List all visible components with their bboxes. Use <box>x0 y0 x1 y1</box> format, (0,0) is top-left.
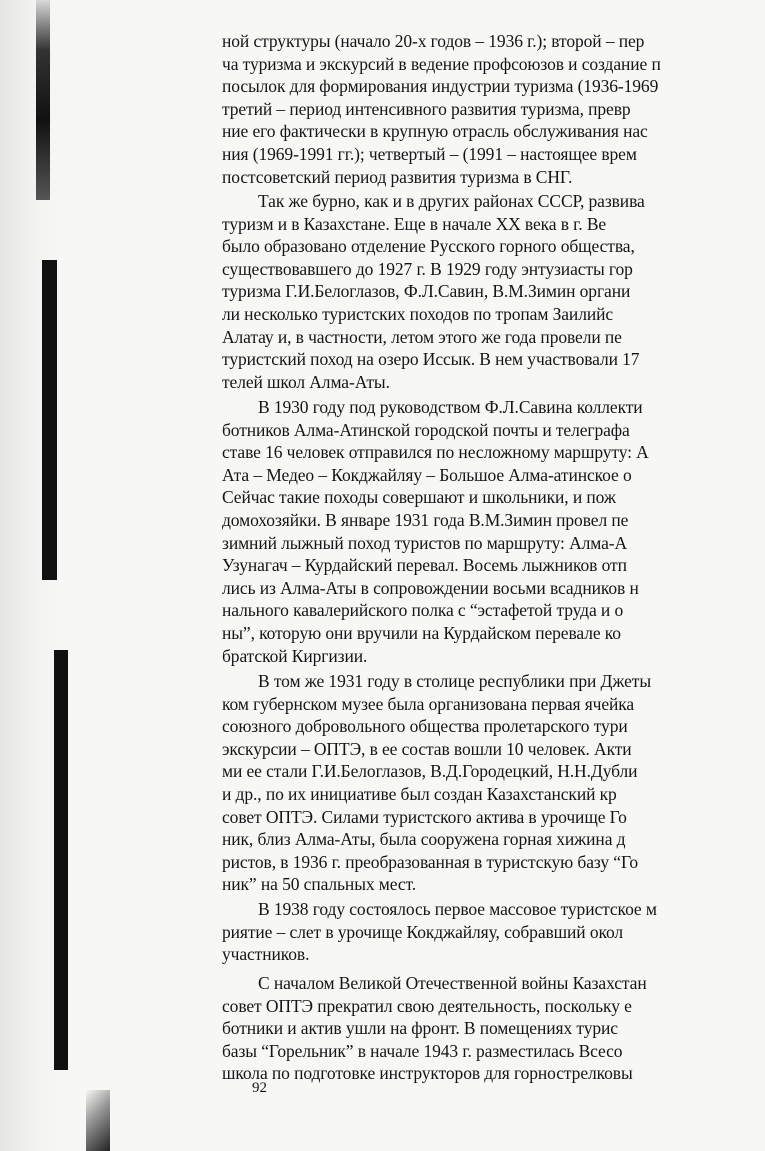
text-line: Узунагач – Курдайский перевал. Восемь лыжников отп <box>222 555 627 576</box>
text-line: ник, близ Алма-Аты, была сооружена горная хижина д <box>222 829 626 850</box>
text-line: домохозяйки. В январе 1931 года В.М.Зимин провел пе <box>222 509 629 530</box>
text-line: ник” на 50 спальных мест. <box>222 874 417 895</box>
text-line: ной структуры (начало 20-х годов – 1936 г.); второй – пер <box>222 31 645 51</box>
paragraph <box>222 898 657 966</box>
text-line: ботники и актив ушли на фронт. В помещениях турис <box>222 1018 618 1039</box>
text-line: ристов, в 1936 г. преобразованная в туристскую базу “Го <box>222 851 639 872</box>
text-line: туристский поход на озеро Иссык. В нем участвовали 17 <box>222 349 640 370</box>
text-line: ча туризма и экскурсий в ведение профсоюзов и создание п <box>222 53 661 74</box>
text-line: лись из Алма-Аты в сопровождении восьми всадников н <box>222 577 639 598</box>
text-line: Так же бурно, как и в других районах СССР, развива <box>258 191 645 211</box>
scan-binding-shadow <box>42 260 57 580</box>
text-line: экскурсии – ОПТЭ, в ее состав вошли 10 человек. Акти <box>222 738 632 759</box>
scan-binding-shadow <box>36 0 50 200</box>
text-line: постсоветский период развития туризма в СНГ. <box>222 166 573 187</box>
text-line: посылок для формирования индустрии туризма (1936-1969 <box>222 76 659 97</box>
text-line: существовавшего до 1927 г. В 1929 году энтузиасты гор <box>222 258 633 279</box>
text-line: братской Киргизии. <box>222 645 368 666</box>
text-line: В том же 1931 году в столице республики при Джеты <box>258 671 652 691</box>
text-line: третий – период интенсивного развития туризма, превр <box>222 98 631 119</box>
text-line: ботников Алма-Атинской городской почты и телеграфа <box>222 419 630 440</box>
paragraph <box>222 30 661 188</box>
text-line: совет ОПТЭ прекратил свою деятельность, поскольку е <box>222 995 632 1016</box>
page-number: 92 <box>252 1080 267 1096</box>
text-line: и др., по их инициативе был создан Казахстанский кр <box>222 783 617 804</box>
text-line: базы “Горельник” в начале 1943 г. разместилась Всесо <box>222 1040 623 1061</box>
text-line: туризма Г.И.Белоглазов, Ф.Л.Савин, В.М.Зимин органи <box>222 281 631 302</box>
text-line: В 1930 году под руководством Ф.Л.Савина коллекти <box>258 397 643 417</box>
text-line: ние его фактически в крупную отрасль обслуживания нас <box>222 121 648 142</box>
text-line: было образовано отделение Русского горного общества, <box>222 236 635 257</box>
text-line: Алатау и, в частности, летом этого же года провели пе <box>222 326 622 347</box>
text-line: С началом Великой Отечественной войны Казахстан <box>258 973 647 993</box>
scan-binding-shadow <box>54 650 68 1070</box>
text-line: участников. <box>222 944 310 965</box>
text-line: ми ее стали Г.И.Белоглазов, В.Д.Городецкий, Н.Н.Дубли <box>222 761 638 782</box>
text-line: В 1938 году состоялось первое массовое туристское м <box>258 899 657 919</box>
text-line: риятие – слет в урочище Кокджайляу, собравший окол <box>222 921 624 942</box>
text-line: Сейчас такие походы совершают и школьники, и пож <box>222 487 616 508</box>
scan-corner-shadow <box>86 1090 110 1151</box>
paragraph <box>222 190 645 393</box>
text-line: школа по подготовке инструкторов для горнострелковы <box>222 1063 633 1084</box>
text-line: Ата – Медео – Кокджайляу – Большое Алма-атинское о <box>222 464 632 485</box>
text-line: ния (1969-1991 гг.); четвертый – (1991 – настоящее врем <box>222 143 637 164</box>
text-line: телей школ Алма-Аты. <box>222 371 390 392</box>
text-line: нального кавалерийского полка с “эстафетой труда и о <box>222 600 624 621</box>
paragraph <box>222 972 647 1085</box>
text-line: ставе 16 человек отправился по несложному маршруту: А <box>222 442 649 463</box>
text-line: зимний лыжный поход туристов по маршруту: Алма-А <box>222 532 628 553</box>
text-line: ком губернском музее была организована первая ячейка <box>222 693 635 714</box>
paragraph <box>222 396 649 667</box>
book-page-text <box>222 30 765 1151</box>
paragraph <box>222 670 651 896</box>
text-line: туризм и в Казахстане. Еще в начале XX века в г. Ве <box>222 213 607 234</box>
text-line: совет ОПТЭ. Силами туристского актива в урочище Го <box>222 806 627 827</box>
text-line: союзного добровольного общества пролетарского тури <box>222 716 628 737</box>
text-line: ны”, которую они вручили на Курдайском перевале ко <box>222 622 621 643</box>
text-line: ли несколько туристских походов по тропам Заилийс <box>222 303 614 324</box>
